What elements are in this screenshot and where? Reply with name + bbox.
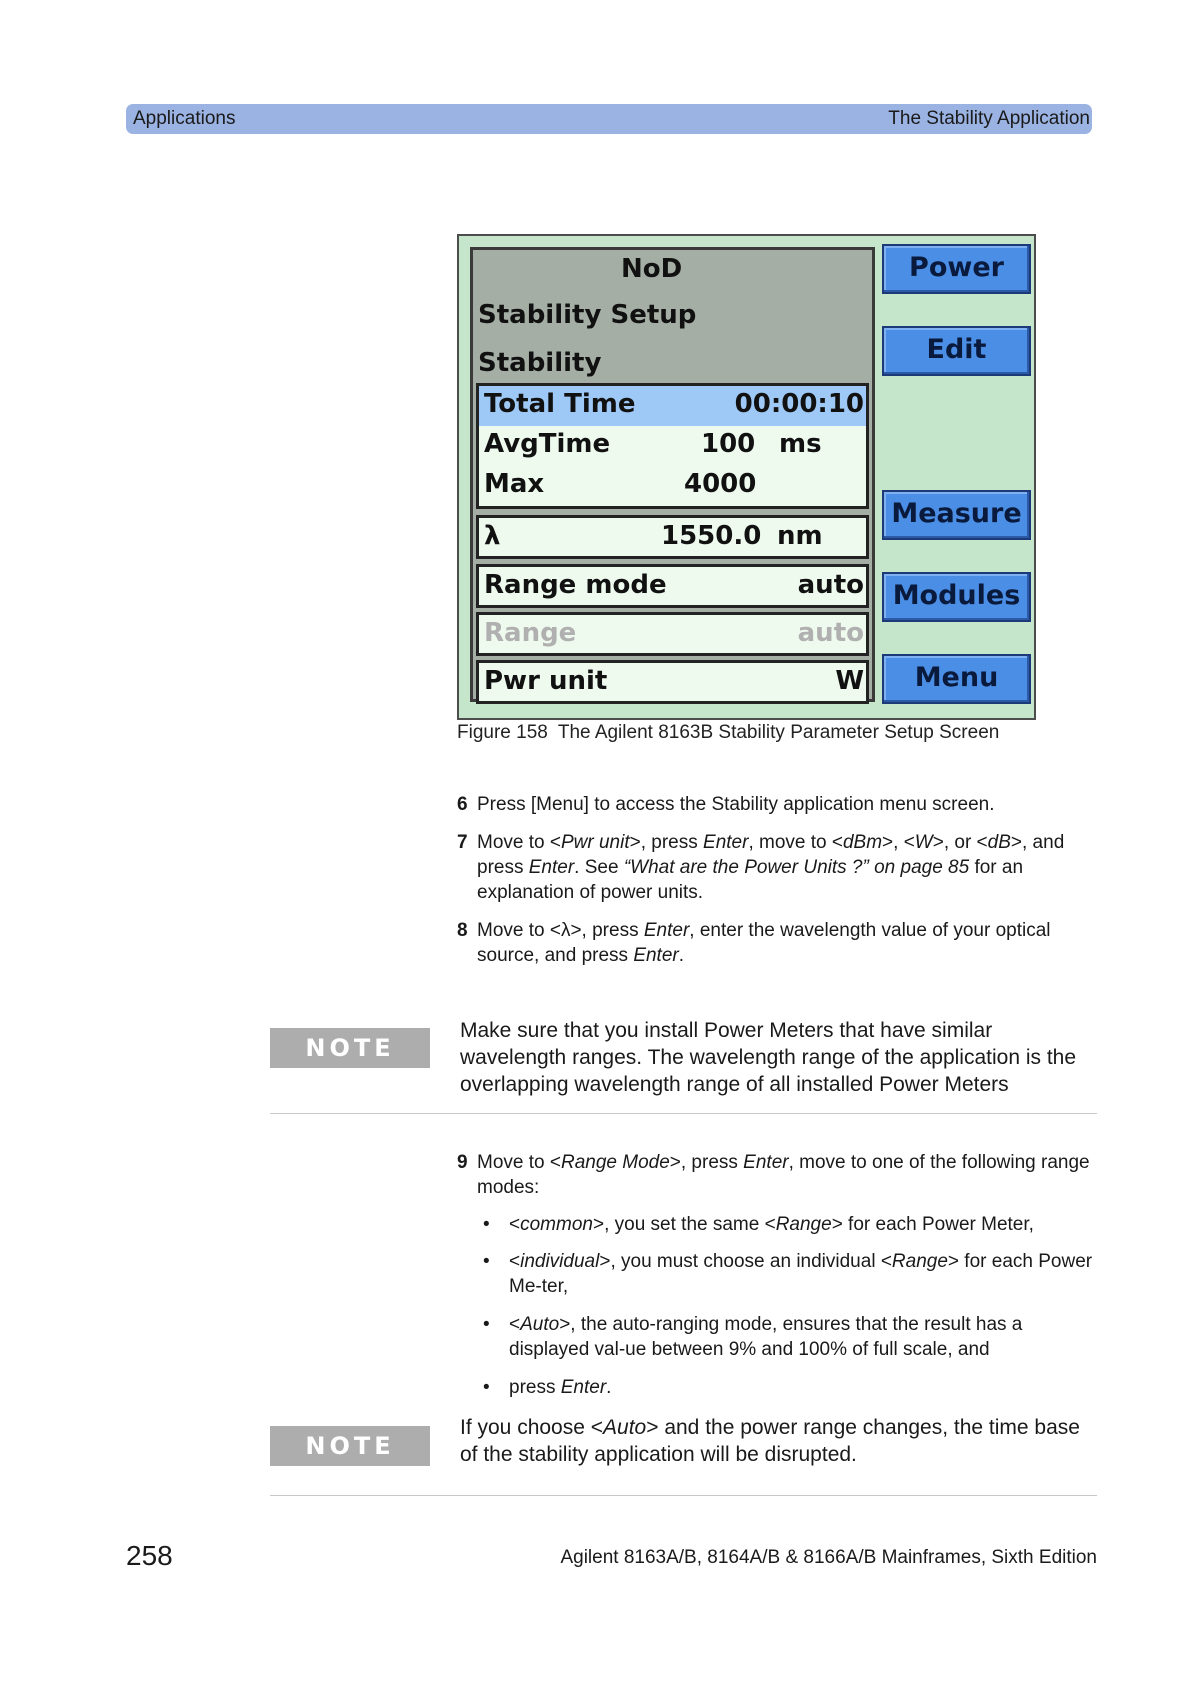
screen-title: NoD [621,254,683,284]
param-row-max[interactable] [479,466,866,506]
softkey-power[interactable]: Power [882,244,1031,294]
figure-caption [457,722,999,744]
range-mode-label: Range mode [484,570,667,600]
param-value: 00:00:10 [734,389,864,419]
step-6 [457,792,1097,817]
device-screen [457,234,1036,720]
divider [270,1495,1097,1496]
step-number: 9 [457,1152,468,1173]
bullet-dot: • [483,1377,490,1398]
range-box [476,612,869,656]
step-number: 8 [457,920,468,941]
param-row-total-time[interactable] [479,386,866,426]
note-text: If you choose <Auto> and the power range changes, the time base of the stability application will be disrupted. [460,1416,1080,1466]
note-label: NOTE [270,1028,430,1068]
range-mode-box[interactable] [476,564,869,608]
step-text: Press [Menu] to access the Stability application menu screen. [477,794,995,815]
step-text: Move to <Range Mode>, press Enter, move to one of the following range modes: [477,1152,1090,1198]
bullet-auto [483,1312,1097,1362]
softkey-measure[interactable]: Measure [882,490,1031,540]
cross-reference-link[interactable]: “What are the Power Units ?” on page 85 [623,857,970,878]
step-text: Move to <λ>, press Enter, enter the wavelength value of your optical source, and press Enter. [477,920,1051,966]
param-row-avgtime[interactable] [479,426,866,466]
bullet-dot: • [483,1251,490,1272]
range-label: Range [484,618,577,648]
softkey-modules[interactable]: Modules [882,572,1031,622]
parameter-panel [470,247,875,702]
pwr-unit-value: W [835,666,864,696]
param-label: AvgTime [484,429,611,459]
range-mode-value: auto [797,570,864,600]
screen-section: Stability [478,348,602,378]
footer-title: Agilent 8163A/B, 8164A/B & 8166A/B Mainframes, Sixth Edition [560,1547,1097,1568]
bullet-dot: • [483,1314,490,1335]
bullet-text: <individual>, you must choose an individual <Range> for each Power Me-ter, [509,1251,1093,1297]
bullet-text: press Enter. [509,1377,612,1398]
wavelength-label: λ [484,521,501,551]
param-value: 100 [701,429,756,459]
bullet-text: <Auto>, the auto-ranging mode, ensures that the result has a displayed val-ue between 9% and 100% of full scale, and [509,1314,1023,1360]
step-8 [457,918,1097,968]
note-text: Make sure that you install Power Meters that have similar wavelength ranges. The wavelength range of the application is the overlapping wavelength range of all installed Power Meters [460,1019,1077,1096]
step-9 [457,1150,1097,1200]
pwr-unit-label: Pwr unit [484,666,608,696]
step-text: Move to <Pwr unit>, press Enter, move to <dBm>, <W>, or <dB>, and press Enter. See “What are the Power Units ?” on page 85 for an explanation of power units. [477,832,1065,903]
bullet-dot: • [483,1214,490,1235]
param-label: Max [484,469,545,499]
page-number: 258 [126,1540,173,1571]
bullet-common [483,1212,1097,1237]
param-value: 4000 [684,469,757,499]
header-chapter-title: The Stability Application [888,108,1090,129]
bullet-individual [483,1249,1097,1299]
pwr-unit-box[interactable] [476,660,869,704]
wavelength-unit: nm [777,521,823,551]
figure-caption-text: The Agilent 8163B Stability Parameter Setup Screen [557,722,1000,743]
divider [270,1113,1097,1114]
wavelength-box[interactable] [476,515,869,559]
param-unit: ms [779,429,822,459]
softkey-edit[interactable]: Edit [882,326,1031,376]
note-label: NOTE [270,1426,430,1466]
param-label: Total Time [484,389,636,419]
softkey-menu[interactable]: Menu [882,654,1031,704]
step-number: 7 [457,832,468,853]
screen-subtitle: Stability Setup [478,300,697,330]
wavelength-value: 1550.0 [661,521,762,551]
bullet-press-enter [483,1375,1097,1400]
header-section-title: Applications [133,108,236,129]
step-number: 6 [457,794,468,815]
stability-params-box [476,383,869,509]
bullet-text: <common>, you set the same <Range> for each Power Meter, [509,1214,1034,1235]
range-value: auto [797,618,864,648]
figure-number: Figure 158 [457,722,548,743]
step-7 [457,830,1097,905]
